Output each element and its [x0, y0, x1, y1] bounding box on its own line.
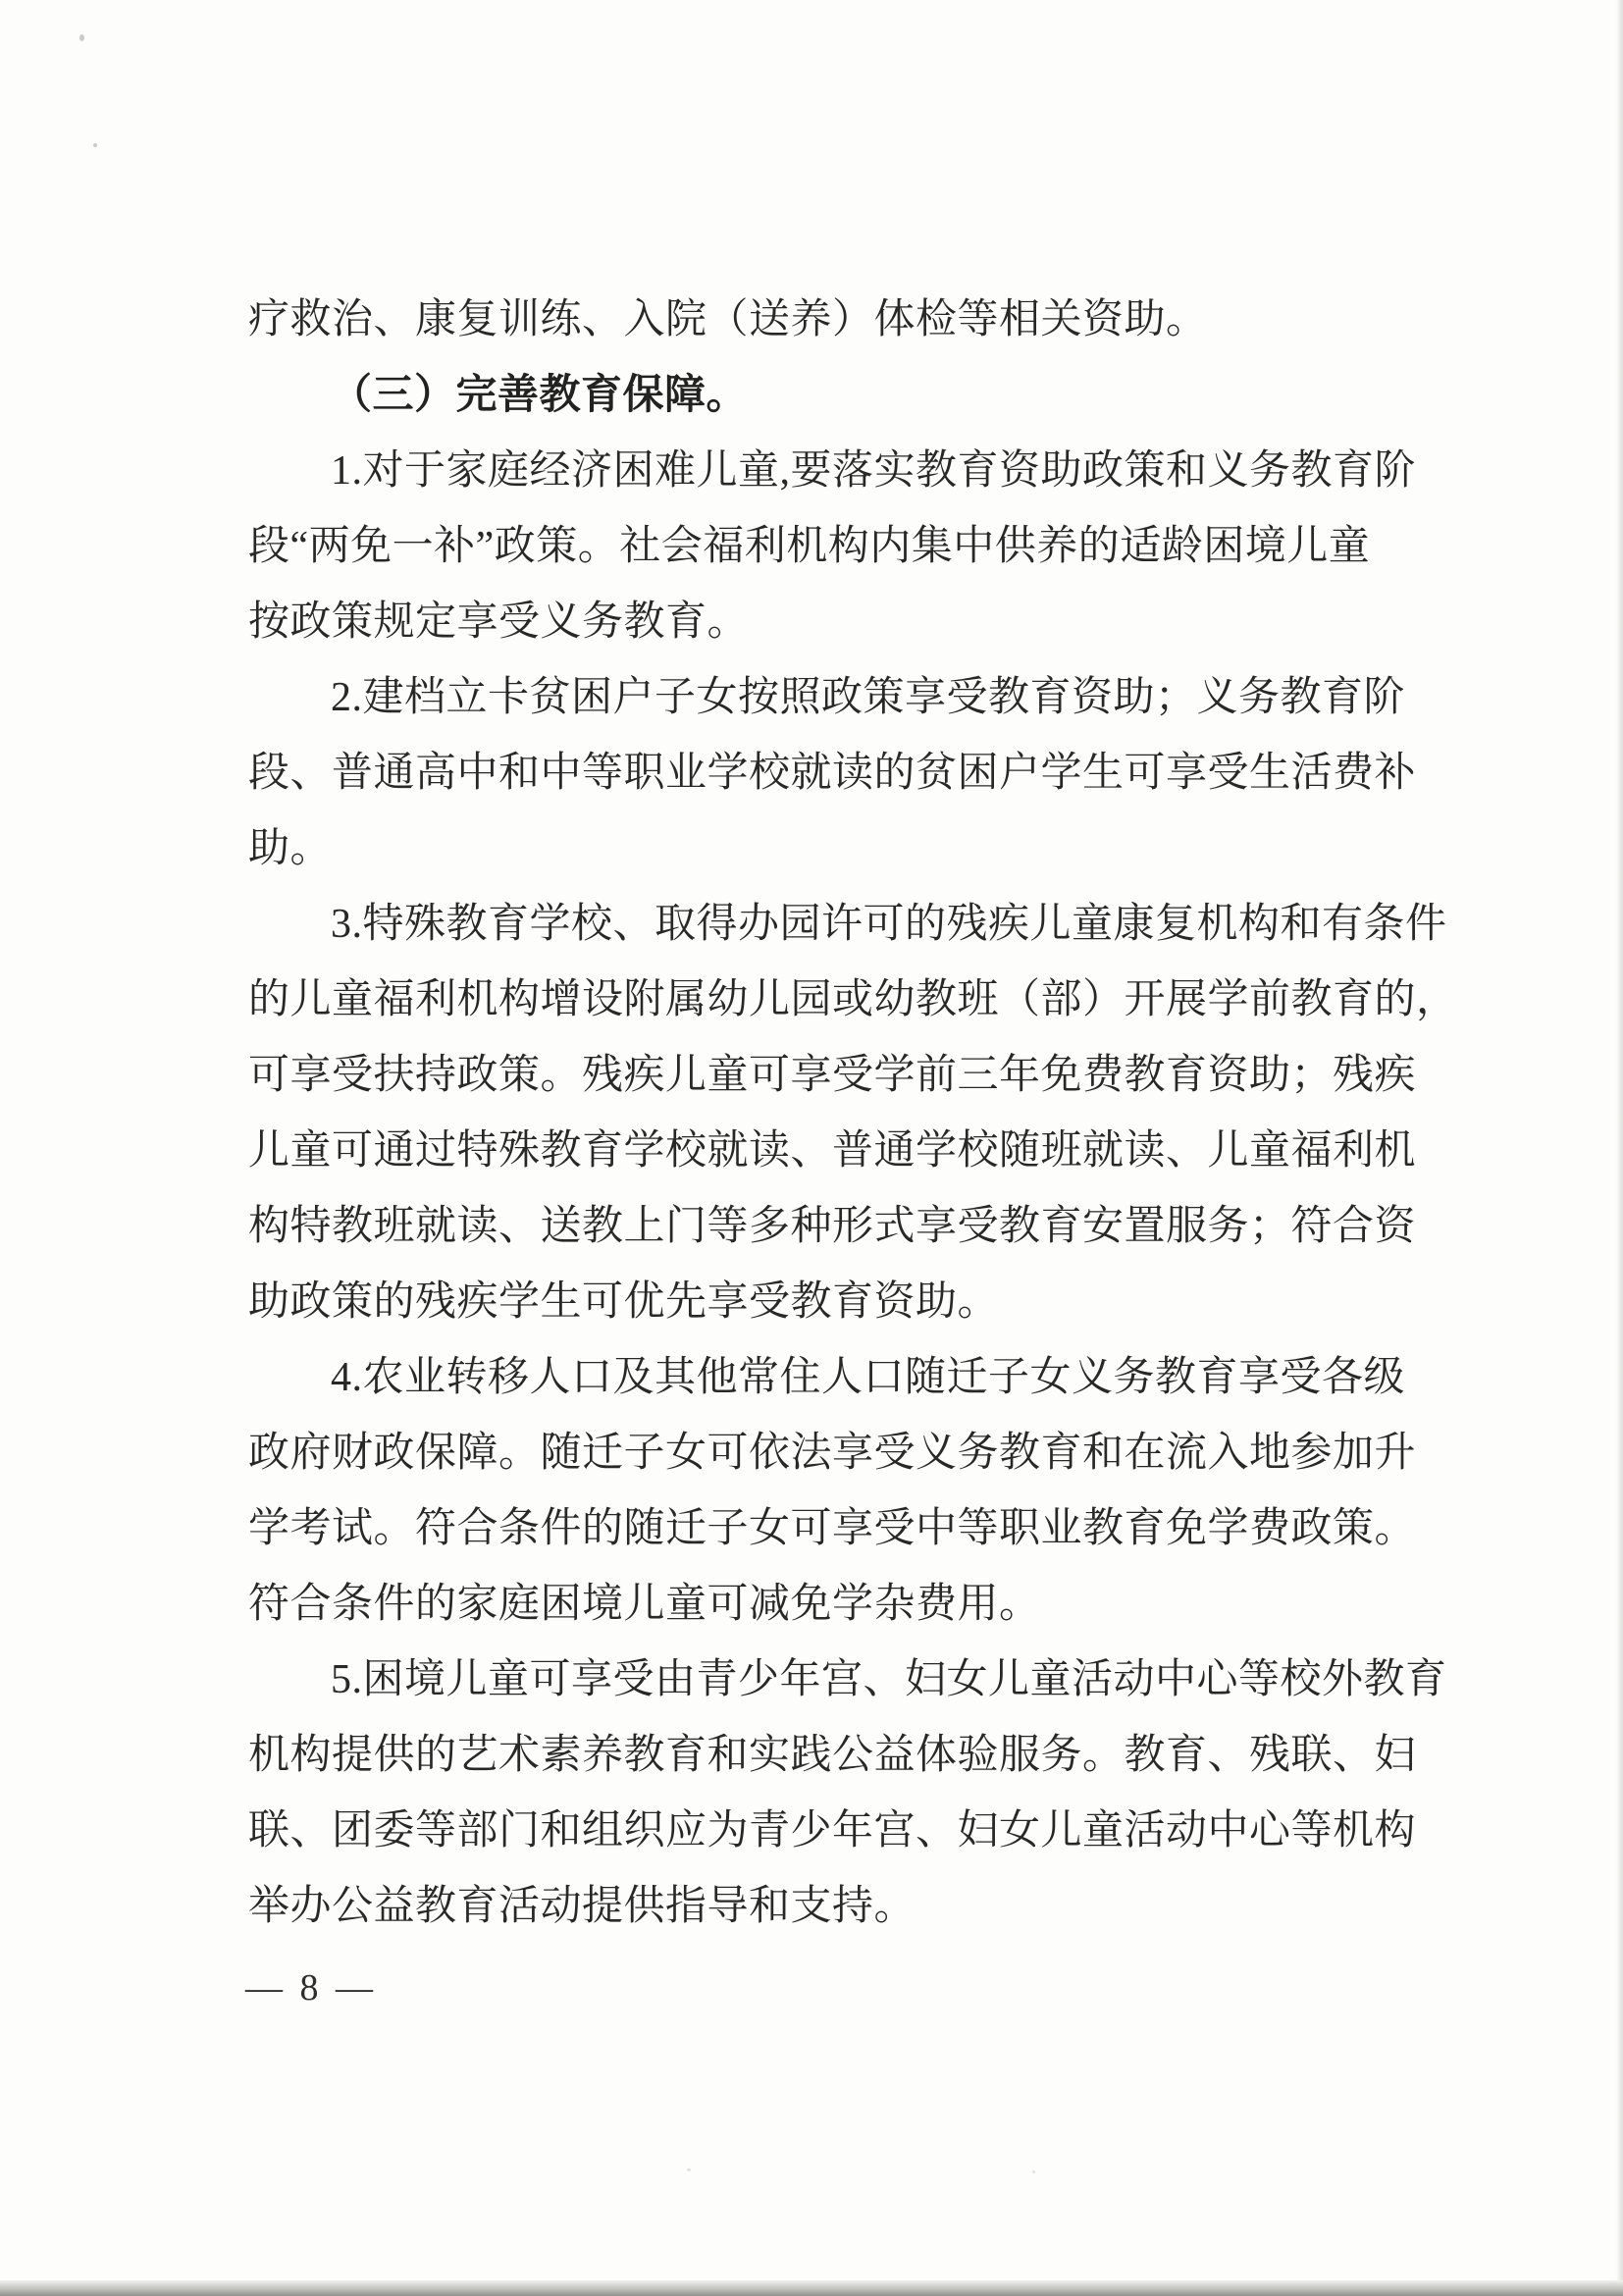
text-line: 4.农业转移人口及其他常住人口随迁子女义务教育享受各级	[331, 1355, 1406, 1400]
text-line: 助政策的残疾学生可优先享受教育资助。	[248, 1279, 1000, 1325]
text-line: 政府财政保障。随迁子女可依法享受义务教育和在流入地参加升	[248, 1431, 1417, 1476]
text-line: 儿童可通过特殊教育学校就读、普通学校随班就读、儿童福利机	[248, 1128, 1417, 1174]
text-line: 1.对于家庭经济困难儿童,要落实教育资助政策和义务教育阶	[331, 448, 1417, 494]
text-line: 构特教班就读、送教上门等多种形式享受教育安置服务；符合资	[248, 1204, 1417, 1249]
text-line: 学考试。符合条件的随迁子女可享受中等职业教育免学费政策。	[248, 1506, 1417, 1551]
text-line: 举办公益教育活动提供指导和支持。	[248, 1884, 916, 1929]
text-line: 机构提供的艺术素养教育和实践公益体验服务。教育、残联、妇	[248, 1733, 1417, 1778]
section-heading: （三）完善教育保障。	[331, 373, 749, 418]
text-line: 段、普通高中和中等职业学校就读的贫困户学生可享受生活费补	[248, 751, 1417, 796]
text-line: 符合条件的家庭困境儿童可减免学杂费用。	[248, 1582, 1041, 1627]
text-line: 按政策规定享受义务教育。	[248, 600, 750, 645]
scan-speck	[687, 2168, 691, 2171]
scan-speck	[93, 143, 97, 147]
text-line: 可享受扶持政策。残疾儿童可享受学前三年免费教育资助；残疾	[248, 1053, 1417, 1098]
text-line: 联、团委等部门和组织应为青少年宫、妇女儿童活动中心等机构	[248, 1808, 1417, 1853]
text-line: 助。	[248, 826, 333, 871]
text-line: 2.建档立卡贫困户子女按照政策享受教育资助；义务教育阶	[331, 675, 1406, 720]
text-line: 5.困境儿童可享受由青少年宫、妇女儿童活动中心等校外教育	[331, 1657, 1447, 1702]
scan-speck	[79, 34, 84, 41]
page-number: — 8 —	[245, 1967, 377, 2009]
text-line: 3.特殊教育学校、取得办园许可的残疾儿童康复机构和有条件	[331, 902, 1447, 947]
text-line: 疗救治、康复训练、入院（送养）体检等相关资助。	[248, 297, 1208, 342]
scan-edge-right	[1616, 0, 1623, 2296]
scan-speck	[1032, 2170, 1035, 2173]
text-line: 段“两免一补”政策。社会福利机构内集中供养的适龄困境儿童	[248, 524, 1371, 569]
text-line: 的儿童福利机构增设附属幼儿园或幼教班（部）开展学前教育的，	[248, 977, 1458, 1022]
document-body	[248, 283, 1458, 1945]
scan-edge-bottom	[0, 2280, 1623, 2296]
